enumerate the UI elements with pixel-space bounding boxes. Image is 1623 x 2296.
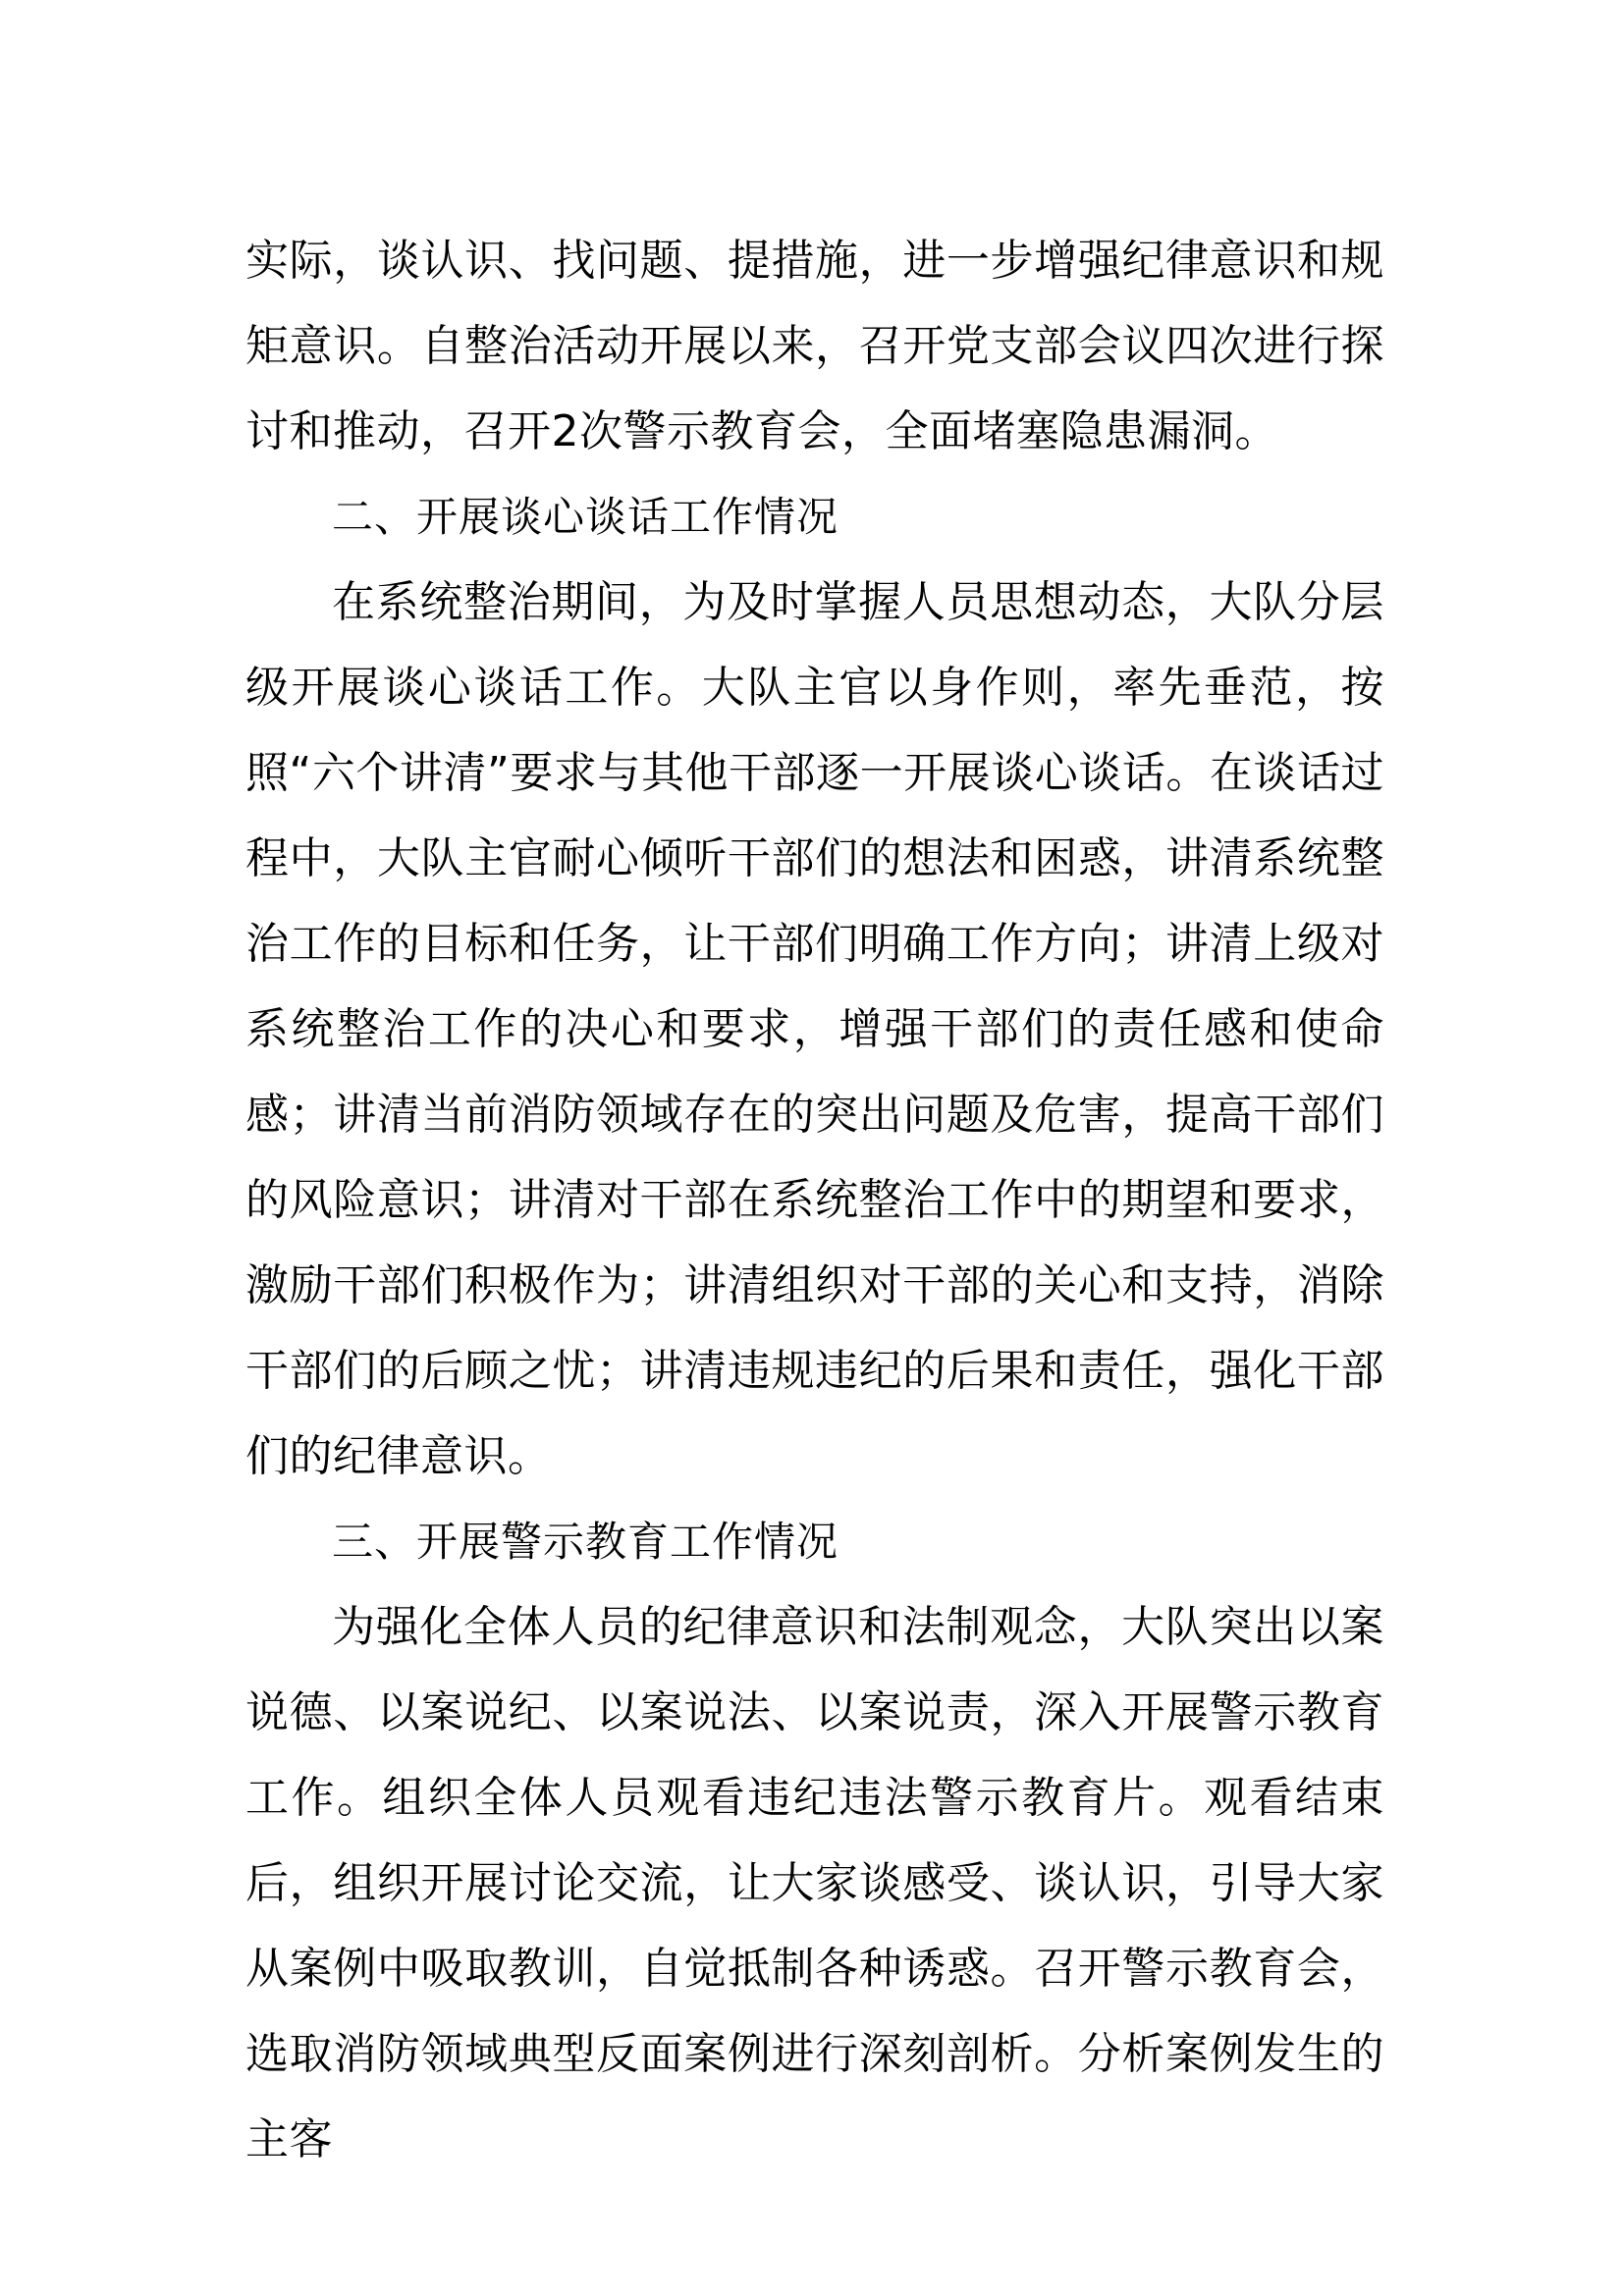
paragraph-warning-education: 为强化全体人员的纪律意识和法制观念，大队突出以案说德、以案说纪、以案说法、以案说责，深入开展警示教育工作。组织全体人员观看违纪违法警示教育片。观看结束后，组织开展讨论交流，让大家谈感受、谈认识，引导大家从案例中吸取教训，自觉抵制各种诱惑。召开警示教育会，选取消防领域典型反面案例进行深刻剖析。分析案例发生的主客 [245, 1602, 1384, 2164]
section-heading-3: 三、开展警示教育工作情况 [332, 1518, 839, 1566]
section-heading-2: 二、开展谈心谈话工作情况 [332, 493, 839, 541]
document-body [245, 218, 1384, 2182]
paragraph-talk-work: 在系统整治期间，为及时掌握人员思想动态，大队分层级开展谈心谈话工作。大队主官以身作则，率先垂范，按照“六个讲清”要求与其他干部逐一开展谈心谈话。在谈话过程中，大队主官耐心倾听干部们的想法和困惑，讲清系统整治工作的目标和任务，让干部们明确工作方向；讲清上级对系统整治工作的决心和要求，增强干部们的责任感和使命感；讲清当前消防领域存在的突出问题及危害，提高干部们的风险意识；讲清对干部在系统整治工作中的期望和要求，激励干部们积极作为；讲清组织对干部的关心和支持，消除干部们的后顾之忧；讲清违规违纪的后果和责任，强化干部们的纪律意识。 [245, 577, 1384, 1481]
paragraph-continuation: 实际，谈认识、找问题、提措施，进一步增强纪律意识和规矩意识。自整治活动开展以来，召开党支部会议四次进行探讨和推动，召开2次警示教育会，全面堵塞隐患漏洞。 [245, 236, 1384, 456]
